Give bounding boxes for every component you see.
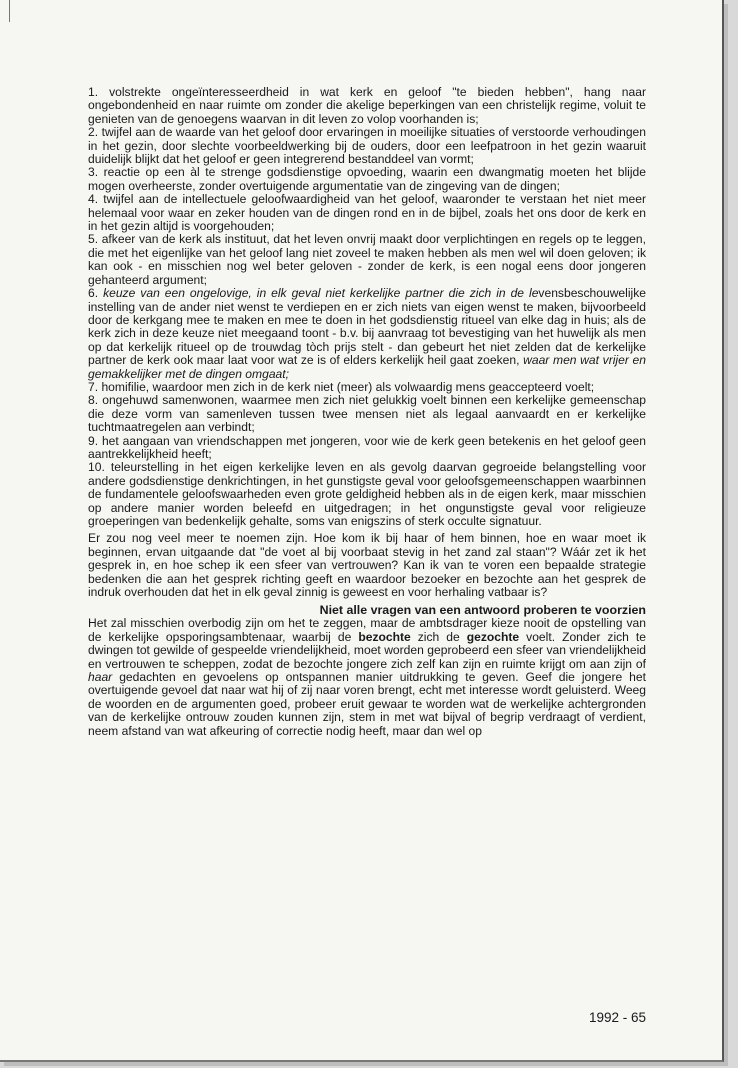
advice-text-4: gedachten en gevoelens op ontspannen manier uitdrukking te geven. Geef die jongere het overtuigende gevoel dat naar wat hij of zij naar voren brengt, echt met interesse wordt geluisterd. Weeg de woorden en de argumenten goed, probeer eruit gewaar te worden wat de werkelijke achtergronden van de kerkelijke ontrouw zouden kunnen zijn, stem in met wat bijval of begrip verdraagt of verdient, neem afstand van wat afkeuring of correctie nodig heeft, maar dan wel op xyxy=(88,670,646,738)
advice-bold-gezochte: gezochte xyxy=(466,629,520,644)
advice-text-1: Het zal misschien overbodig zijn om het te zeggen, maar de ambtsdrager kieze nooit de opstelling van de kerkelijke opsporingsambtenaar, waarbij de xyxy=(88,616,646,644)
advice-italic-haar: haar xyxy=(88,670,113,685)
list-item-6 xyxy=(88,287,646,381)
page-edge-mark xyxy=(9,0,10,22)
paragraph-strategy: Er zou nog veel meer te noemen zijn. Hoe kom ik bij haar of hem binnen, hoe en waar moet ik beginnen, ervan uitgaande dat "de voet al bij voorbaat stevig in het zand zal staan"? Wáár zet ik het gesprek in, en hoe schep ik een sfeer van vertrouwen? Kan ik van te voren een bepaalde strategie bedenken die aan het gesprek richting geeft en waardoor bezoeker en bezochte aan het gesprek de indruk overhouden dat het in elk geval zinnig is geweest en voor herhaling vatbaar is? xyxy=(88,531,646,600)
list-item: 5. afkeer van de kerk als instituut, dat het leven onvrij maakt door verplichtingen en regels op te leggen, die met het eigenlijke van het geloof lang niet zoveel te maken hebben als men wel wil doen geloven; ik kan ook - en misschien nog wel beter geloven - zonder de kerk, is een nogal eens door jongeren gehanteerd argument; xyxy=(88,232,646,287)
advice-bold-bezochte: bezochte xyxy=(358,629,411,644)
list-item: 2. twijfel aan de waarde van het geloof door ervaringen in moeilijke situaties of verstoorde verhoudingen in het gezin, door slechte voorbeeldwerking bij de ouders, door een leefpatroon in het gezin waaruit duidelijk blijkt dat het geloof er geen integrerend bestanddeel van vormt; xyxy=(88,125,646,167)
section-heading: Niet alle vragen van een antwoord proberen te voorzien xyxy=(319,603,646,618)
list-item: 8. ongehuwd samenwonen, waarmee men zich niet gelukkig voelt binnen een kerkelijke gemeenschap die deze vorm van samenleven tussen twee mensen niet als legaal aanvaardt en er kerkelijke tuchtmaatregelen aan verbindt; xyxy=(88,393,646,435)
list-item-6-italic-start: keuze van een ongelovige, in elk geval niet kerkelijke partner die zich in de le xyxy=(103,286,539,301)
advice-text-3: voelt. Zonder zich te dwingen tot gewilde of gespeelde vriendelijkheid, moet worden geprobeerd een sfeer van vriendelijkheid en vertrouwen te scheppen, zodat de bezochte jongere zich zelf kan zijn en ruimte krijgt om aan zijn of xyxy=(88,629,646,671)
list-item: 10. teleurstelling in het eigen kerkelijke leven en als gevolg daarvan gegroeide belangstelling voor andere godsdienstige denkrichtingen, in het gunstigste geval voor geloofsgemeenschappen waarbinnen de fundamentele geloofswaarheden even grote geldigheid hebben als in de eigen kerk, maar misschien op andere manier worden beleefd en uitgedragen; in het ongunstigste geval voor religieuze groeperingen van bedenkelijk gehalte, soms van enigszins of sterk occulte signatuur. xyxy=(88,460,646,528)
article-body xyxy=(88,86,646,738)
list-item-6-italic-end: waar men wat vrijer en gemakkelijker met de dingen omgaat; xyxy=(88,353,646,381)
list-item: 1. volstrekte ongeïnteresseerdheid in wat kerk en geloof "te bieden hebben", hang naar ongebondenheid en naar ruimte om zonder die akelige beperkingen van een christelijk regime, voluit te genieten van de genoegens waarvan in dit leven zo volop voorhanden is; xyxy=(88,85,646,126)
list-item: 4. twijfel aan de intellectuele geloofwaardigheid van het geloof, waaronder te verstaan het niet meer helemaal voor waar en zeker houden van de dingen rond en in de bijbel, zoals het ons door de kerk en in het gezin altijd is voorgehouden; xyxy=(88,192,646,234)
advice-text-2: zich de xyxy=(410,629,467,644)
list-item-6-body: vensbeschouwelijke instelling van de ander niet wenst te verdiepen en er zich niets van eigen wenst te maken, bijvoorbeeld door de kerkgang mee te maken en mee te doen in het godsdienstig ritueel van elke dag in huis; als de kerk zich in deze keuze niet meegaand toont - b.v. bij aanvraag tot bevestiging van het huwelijk als men op dat kerkelijk ritueel op de trouwdag tòch prijs stelt - dan gebeurt het niet zelden dat de kerkelijke partner de kerk ook maar laat voor wat ze is of elders kerkelijk heil gaat zoeken, xyxy=(88,286,646,368)
list-item: 9. het aangaan van vriendschappen met jongeren, voor wie de kerk geen betekenis en het geloof geen aantrekkelijkheid heeft; xyxy=(88,433,646,461)
paragraph-advice xyxy=(88,617,646,738)
list-item: 3. reactie op een àl te strenge godsdienstige opvoeding, waarin een dwangmatig moeten het blijde mogen overheerste, zonder overtuigende argumentatie van de zingeving van de dingen; xyxy=(88,165,646,193)
list-item-6-lead: 6. xyxy=(88,286,104,301)
page-number: 1992 - 65 xyxy=(588,1010,646,1025)
list-item: 7. homifilie, waardoor men zich in de kerk niet (meer) als volwaardig mens geaccepteerd voelt; xyxy=(88,379,595,394)
